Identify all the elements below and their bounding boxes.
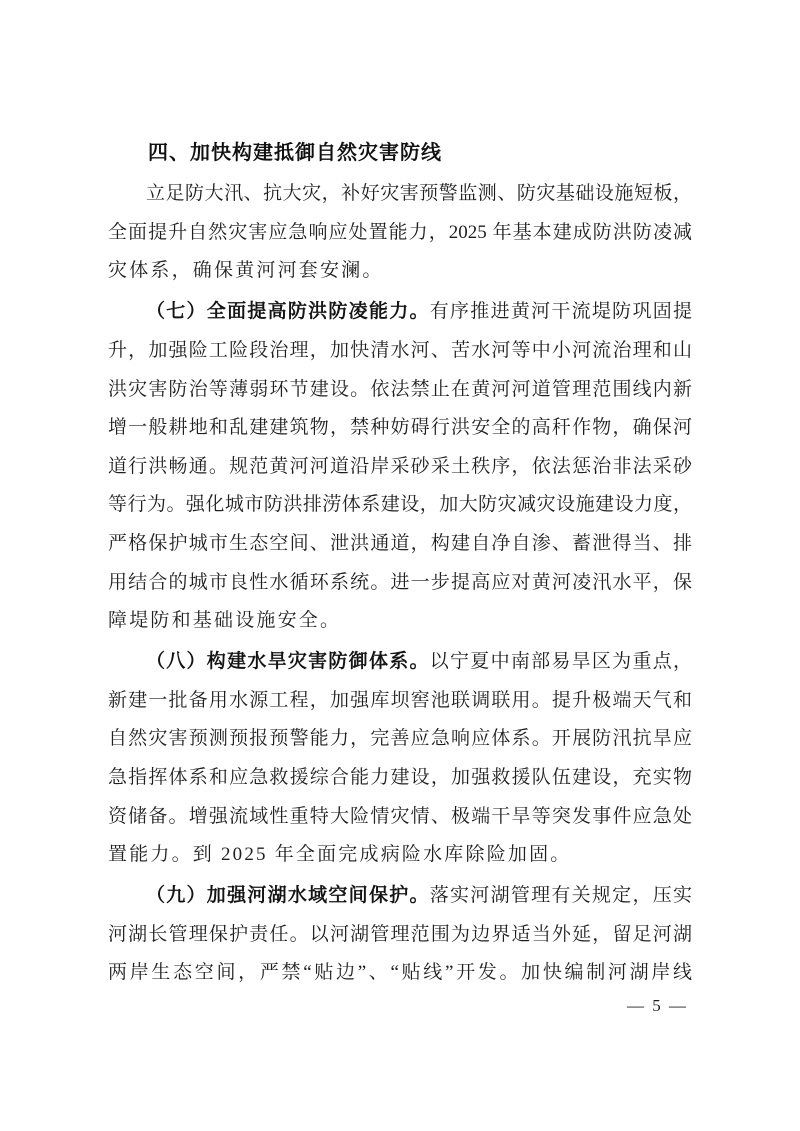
paragraph — [108, 877, 692, 993]
clause-heading: （八）构建水旱灾害防御体系。 — [146, 651, 430, 673]
text-line: 障堤防和基础设施安全。 — [108, 610, 342, 632]
text-line: 用结合的城市良性水循环系统。进一步提高应对黄河凌汛水平，保 — [108, 571, 692, 593]
text-line: 立足防大汛、抗大灾，补好灾害预警监测、防灾基础设施短板， — [146, 183, 692, 205]
text-line: 全面提升自然灾害应急响应处置能力，2025 年基本建成防洪防凌减 — [108, 221, 692, 243]
text-line: 道行洪畅通。规范黄河河道沿岸采砂采土秩序，依法惩治非法采砂 — [108, 455, 692, 477]
clause-heading: （九）加强河湖水域空间保护。 — [146, 885, 430, 907]
section-heading: 四、加快构建抵御自然灾害防线 — [148, 142, 442, 164]
text-line: 灾体系，确保黄河河套安澜。 — [108, 260, 384, 282]
text-line: 置能力。到 2025 年全面完成病险水库除险加固。 — [108, 844, 572, 866]
text-line: 严格保护城市生态空间、泄洪通道，构建自净自渗、蓄泄得当、排 — [108, 532, 692, 554]
paragraph — [108, 175, 692, 291]
text-line: 资储备。增强流域性重特大险情灾情、极端干旱等突发事件应急处 — [108, 805, 692, 827]
paragraph — [108, 293, 692, 640]
text-line: 新建一批备用水源工程，加强库坝窖池联调联用。提升极端天气和 — [108, 689, 692, 711]
page-number: — 5 — — [627, 996, 688, 1015]
text-line: （七）全面提高防洪防凌能力。有序推进黄河干流堤防巩固提 — [146, 301, 692, 323]
text-line: （九）加强河湖水域空间保护。落实河湖管理有关规定，压实 — [146, 885, 692, 907]
text-line: 洪灾害防治等薄弱环节建设。依法禁止在黄河河道管理范围线内新 — [108, 378, 692, 400]
text-line: 自然灾害预测预报预警能力，完善应急响应体系。开展防汛抗旱应 — [108, 728, 692, 750]
text-line: 两岸生态空间，严禁“贴边”、“贴线”开发。加快编制河湖岸线 — [108, 962, 692, 984]
text-line: 急指挥体系和应急救援综合能力建设，加强救援队伍建设，充实物 — [108, 767, 692, 788]
text-line: 升，加强险工险段治理，加快清水河、苦水河等中小河流治理和山 — [108, 339, 692, 361]
text-line: 河湖长管理保护责任。以河湖管理范围为边界适当外延，留足河湖 — [108, 923, 692, 945]
text-line: 等行为。强化城市防洪排涝体系建设，加大防灾减灾设施建设力度， — [108, 494, 692, 516]
text-line: （八）构建水旱灾害防御体系。以宁夏中南部易旱区为重点， — [146, 651, 692, 673]
clause-heading: （七）全面提高防洪防凌能力。 — [146, 301, 430, 323]
paragraph — [108, 643, 692, 875]
document-body — [108, 134, 692, 993]
text-line: 增一般耕地和乱建建筑物，禁种妨碍行洪安全的高秆作物，确保河 — [108, 417, 692, 439]
